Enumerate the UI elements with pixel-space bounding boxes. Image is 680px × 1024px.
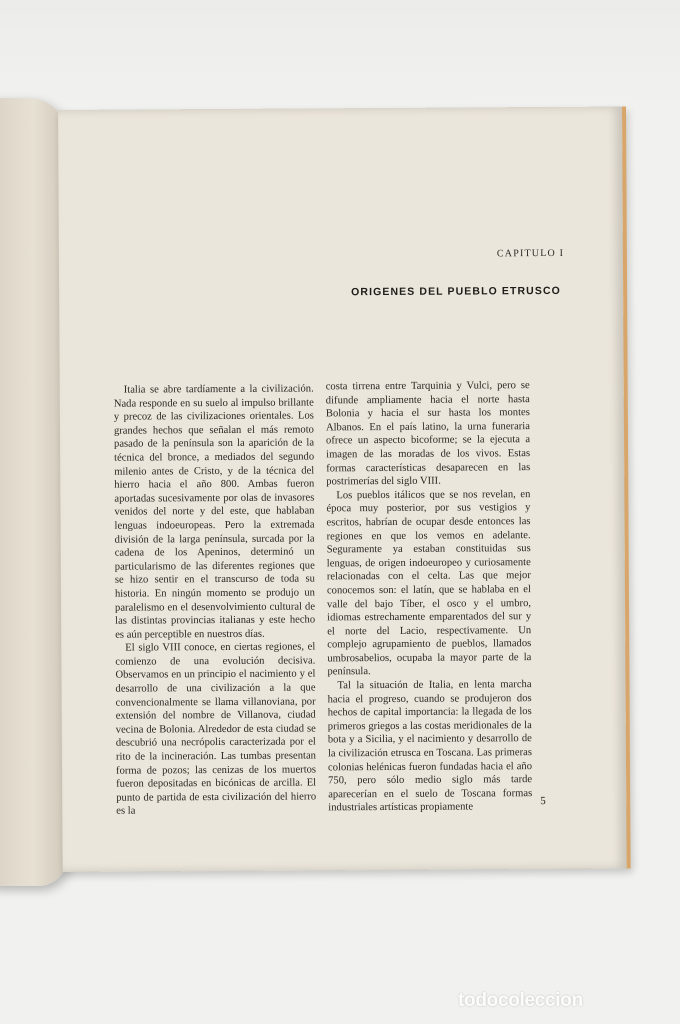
right-text-column	[326, 379, 533, 815]
paragraph: Los pueblos itálicos que se nos revelan, en época muy posterior, por sus vestigios y escritos, habrían de ocupar desde entonces las regiones en que los vemos en adelante. Seguramente ya estaban constituidas sus lenguas, de origen indoeuropeo y curiosamente relacionadas con el celta. Las que mejor conocemos son: el latín, que se hablaba en el valle del bajo Tíber, el osco y el umbro, idiomas estrechamente emparentados del sur y el norte del Lacio, respectivamente. Un complejo agrupamiento de pueblos, llamados umbrosabelios, ocupaba la mayor parte de la península.	[326, 488, 532, 678]
paragraph: Italia se abre tardíamente a la civilización. Nada responde en su suelo al impulso brillante y precoz de las civilizaciones orientales. Los grandes hechos que señalan el más remoto pasado de la península son la aparición de la técnica del bronce, a mediados del segundo milenio antes de Cristo, y de la técnica del hierro hacia el año 800. Ambas fueron aportadas sucesivamente por olas de invasores venidos del norte y del este, que hablaban lenguas indoeuropeas. Pero la extremada división de la larga península, surcada por la cadena de los Apeninos, determinó un particularismo de las diferentes regiones que se hizo sentir en el transcurso de toda su historia. En ningún momento se produjo un paralelismo en el desenvolvimiento cultural de las distintas provincias italianas y este hecho es aún perceptible en nuestros días.	[113, 383, 316, 641]
paragraph: El siglo VIII conoce, en ciertas regiones, el comienzo de una evolución decisiva. Observamos en un principio el nacimiento y el desarrollo de una civilización a la que convencionalmente se llama villanoviana, por extensión del nombre de Villanova, ciudad vecina de Bolonia. Alrededor de esta ciudad se descubrió una necrópolis caracterizada por el rito de la incineración. Las tumbas presentan forma de pozos; las cenizas de los muertos fueron depositadas en bicónicas de arcilla. El punto de partida de esta civilización del hierro es la	[115, 641, 317, 818]
paragraph: costa tirrena entre Tarquinia y Vulci, pero se difunde ampliamente hacia el norte hasta Bolonia y hacia el sur hasta los montes Albanos. En el país latino, la urna funeraria ofrece un aspecto bicoforme; se la ejecuta a imagen de las moradas de los vivos. Estas formas características desaparecen en las postrimerías del siglo VIII.	[325, 380, 531, 488]
chapter-title: ORIGENES DEL PUEBLO ETRUSCO	[351, 284, 561, 299]
chapter-label: CAPITULO I	[496, 247, 565, 260]
watermark-logo: todocoleccion	[458, 990, 583, 1011]
left-text-column	[114, 382, 317, 818]
background	[0, 0, 680, 110]
page-number: 5	[540, 795, 546, 808]
book-page	[58, 107, 631, 872]
paragraph: Tal la situación de Italia, en lenta marcha hacia el progreso, cuando se produjeron dos hechos de capital importancia: la llegada de los primeros griegos a las costas meridionales de la bota y a Sicilia, y el nacimiento y desarrollo de la civilización etrusca en Toscana. Las primeras colonias helénicas fueron fundadas hacia el año 750, pero sólo medio siglo más tarde aparecerían en el suelo de Toscana formas industriales artísticas propiamente	[327, 679, 533, 814]
